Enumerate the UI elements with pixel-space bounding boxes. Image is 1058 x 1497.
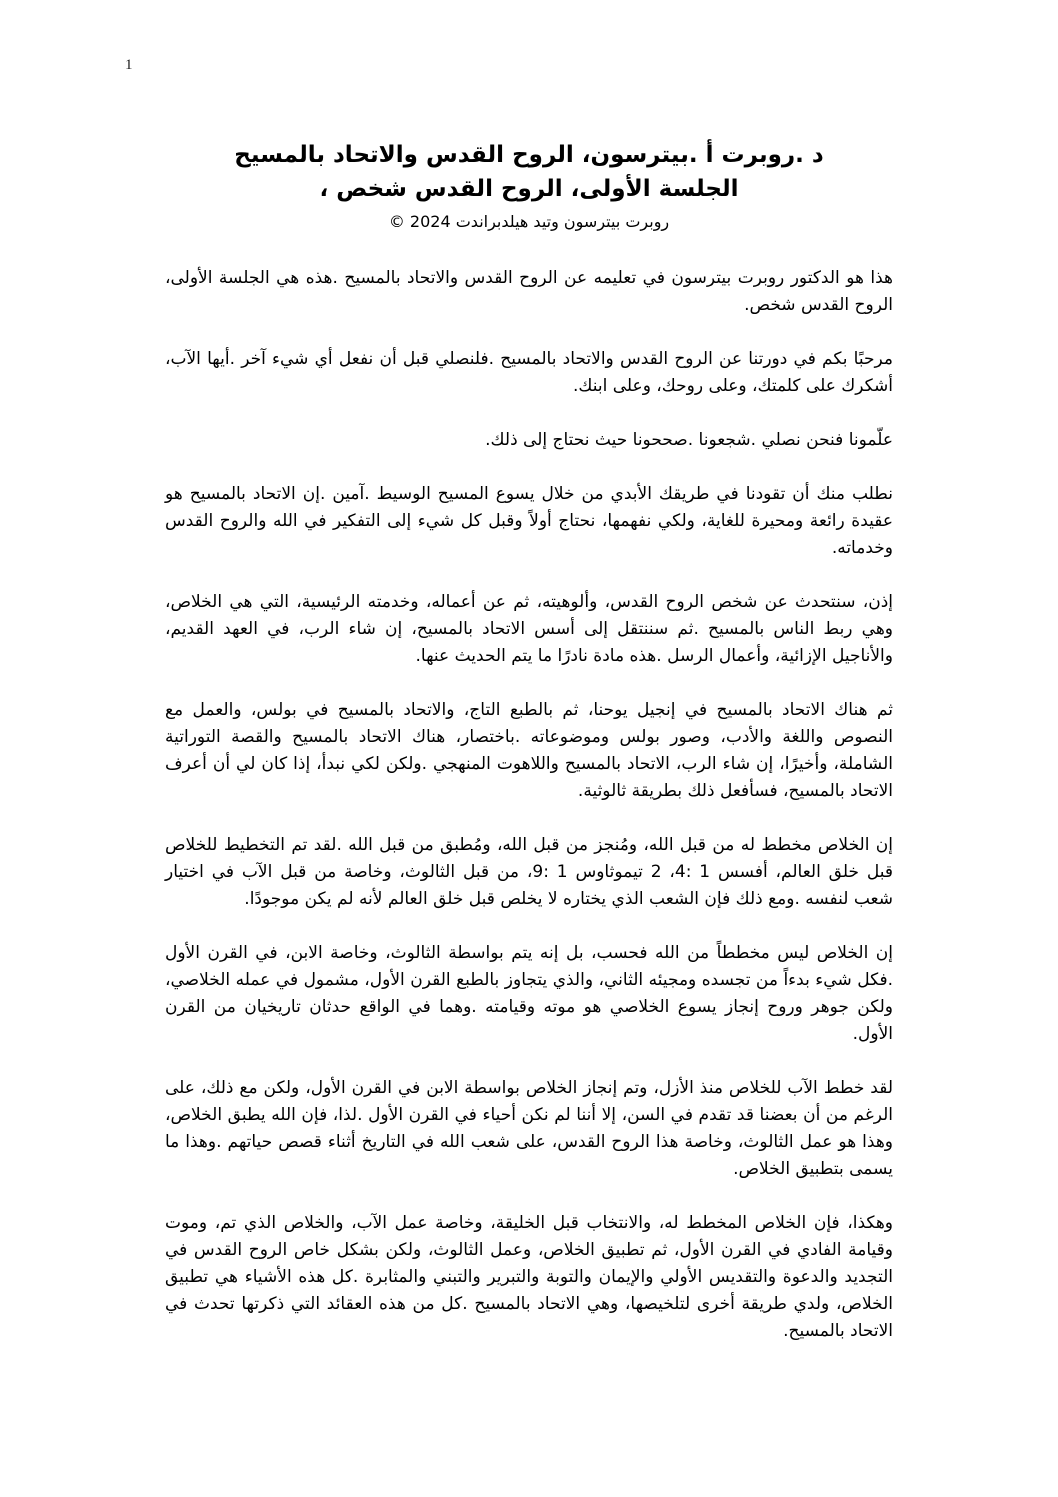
title-line-1: د .روبرت أ .بيترسون، الروح القدس والاتحاد بالمسيح bbox=[234, 142, 824, 168]
paragraph-2: مرحبًا بكم في دورتنا عن الروح القدس والاتحاد بالمسيح .فلنصلي قبل أن نفعل أي شيء آخر .أيها الآب، أشكرك على كلمتك، وعلى روحك، وعلى ابنك. bbox=[165, 349, 893, 396]
paragraph-6: ثم هناك الاتحاد بالمسيح في إنجيل يوحنا، ثم بالطبع التاج، والاتحاد بالمسيح في بولس، والعمل مع النصوص واللغة والأدب، وصور بولس وموضوعاته .باختصار، هناك الاتحاد بالمسيح والقصة التوراتية الشاملة، وأخيرًا، إن شاء الرب، الاتحاد بالمسيح واللاهوت المنهجي .ولكن لكي نبدأ، إذا كان لي أن أعرف الاتحاد بالمسيح، فسأفعل ذلك بطريقة ثالوثية. bbox=[165, 700, 893, 801]
byline: روبرت بيترسون وتيد هيلدبراندت 2024 © bbox=[388, 212, 670, 231]
paragraph-7: إن الخلاص مخطط له من قبل الله، ومُنجز من قبل الله، ومُطبق من قبل الله .لقد تم التخطيط للخلاص قبل خلق العالم، أفسس 1 :4، 2 تيموثاوس 1 :9، من قبل الثالوث، وخاصة من قبل الآب في اختيار شعب لنفسه .ومع ذلك فإن الشعب الذي يختاره لا يخلص قبل خلق العالم لأنه لم يكن موجودًا. bbox=[165, 835, 893, 909]
paragraph-9: لقد خطط الآب للخلاص منذ الأزل، وتم إنجاز الخلاص بواسطة الابن في القرن الأول، ولكن مع ذلك، على الرغم من أن بعضنا قد تقدم في السن، إلا أننا لم نكن أحياء في القرن الأول .لذا، فإن الله يطبق الخلاص، وهذا هو عمل الثالوث، وخاصة هذا الروح القدس، على شعب الله في التاريخ أثناء قصص حياتهم .وهذا ما يسمى بتطبيق الخلاص. bbox=[165, 1078, 893, 1179]
title-line-2: الجلسة الأولى، الروح القدس شخص ، bbox=[319, 176, 739, 202]
page-number: 1 bbox=[125, 57, 133, 73]
paragraph-5: إذن، سنتحدث عن شخص الروح القدس، وألوهيته، ثم عن أعماله، وخدمته الرئيسية، التي هي الخلاص، وهي ربط الناس بالمسيح .ثم سننتقل إلى أسس الاتحاد بالمسيح، إن شاء الرب، في العهد القديم، والأناجيل الإزائية، وأعمال الرسل .هذه مادة نادرًا ما يتم الحديث عنها. bbox=[165, 592, 893, 666]
document-body bbox=[165, 138, 893, 1372]
paragraph-4: نطلب منك أن تقودنا في طريقك الأبدي من خلال يسوع المسيح الوسيط .آمين .إن الاتحاد بالمسيح هو عقيدة رائعة ومحيرة للغاية، ولكي نفهمها، نحتاج أولاً وقبل كل شيء إلى التفكير في الله والروح القدس وخدماته. bbox=[165, 484, 893, 558]
paragraph-10: وهكذا، فإن الخلاص المخطط له، والانتخاب قبل الخليقة، وخاصة عمل الآب، والخلاص الذي تم، وموت وقيامة الفادي في القرن الأول، ثم تطبيق الخلاص، وعمل الثالوث، ولكن بشكل خاص الروح القدس في التجديد والدعوة والتقديس الأولي والإيمان والتوبة والتبرير والتبني والمثابرة .كل هذه الأشياء هي تطبيق الخلاص، ولدي طريقة أخرى لتلخيصها، وهي الاتحاد بالمسيح .كل من هذه العقائد التي ذكرتها تحدث في الاتحاد بالمسيح. bbox=[165, 1213, 893, 1341]
paragraph-3: علّمونا فنحن نصلي .شجعونا .صححونا حيث نحتاج إلى ذلك. bbox=[485, 430, 893, 450]
paragraph-8: إن الخلاص ليس مخططاً من الله فحسب، بل إنه يتم بواسطة الثالوث، وخاصة الابن، في القرن الأول .فكل شيء بدءاً من تجسده ومجيئه الثاني، والذي يتجاوز بالطبع القرن الأول، مشمول في عمله الخلاصي، ولكن جوهر وروح إنجاز يسوع الخلاصي هو موته وقيامته .وهما في الواقع حدثان تاريخيان من القرن الأول. bbox=[165, 943, 893, 1044]
paragraph-1: هذا هو الدكتور روبرت بيترسون في تعليمه عن الروح القدس والاتحاد بالمسيح .هذه هي الجلسة الأولى، الروح القدس شخص. bbox=[165, 268, 893, 315]
document-title bbox=[165, 138, 893, 206]
